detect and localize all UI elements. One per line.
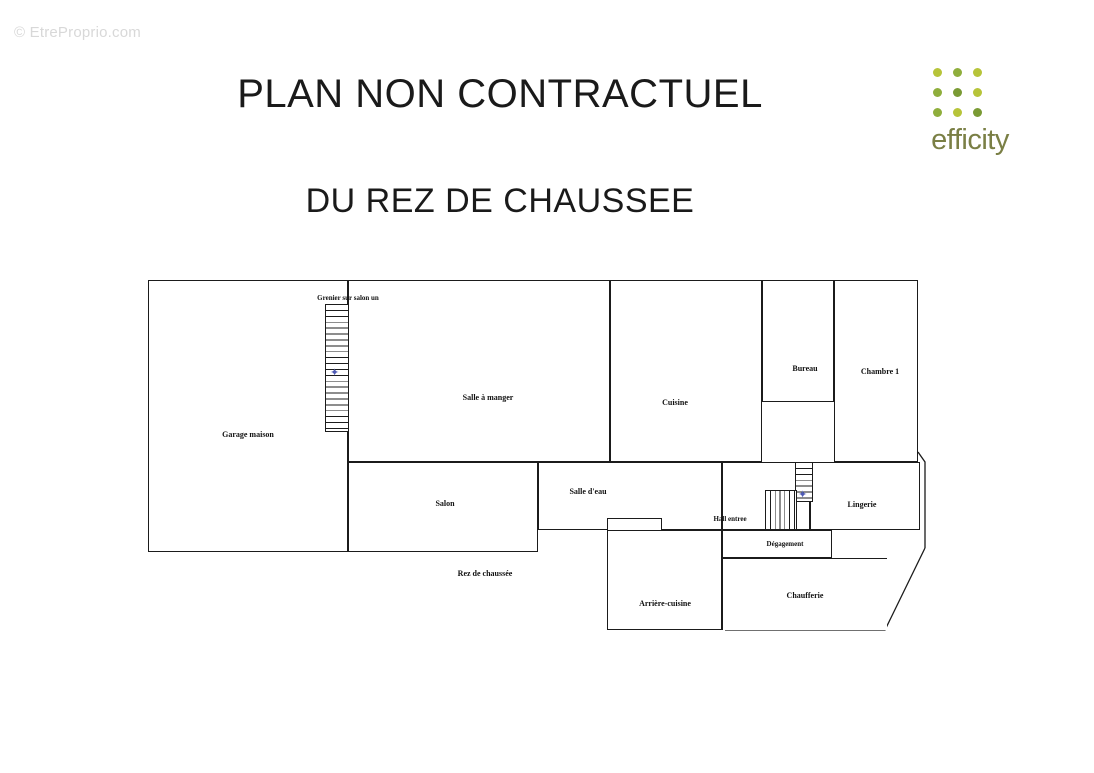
room-label-chambre-1: Chambre 1 — [860, 367, 900, 376]
room-label-garage: Garage maison — [222, 430, 274, 439]
room-cuisine — [610, 280, 762, 462]
watermark: © EtreProprio.com — [14, 24, 141, 41]
room-lingerie — [810, 462, 920, 530]
logo-wordmark: efficity — [931, 124, 1009, 156]
room-label-cuisine: Cuisine — [662, 398, 688, 407]
room-arriere-cuisine — [607, 530, 722, 630]
page-subtitle: DU REZ DE CHAUSSEE — [305, 182, 695, 220]
staircase-landing — [765, 490, 797, 530]
room-label-degagement: Dégagement — [766, 540, 804, 548]
stair-marker-secondary-icon: ✦ — [798, 489, 808, 501]
room-label-lingerie: Lingerie — [847, 500, 877, 509]
room-label-hall-entree: Hall entree — [713, 515, 747, 523]
stair-marker-icon: ✦ — [330, 367, 340, 379]
floorplan-caption: Rez de chaussée — [457, 569, 513, 578]
efficity-logo — [905, 68, 1035, 168]
room-garage — [148, 280, 348, 552]
floorplan — [140, 272, 940, 644]
room-label-arriere-cuisine: Arrière-cuisine — [639, 599, 691, 608]
room-label-salle-a-manger: Salle à manger — [462, 393, 514, 402]
room-label-bureau: Bureau — [792, 364, 818, 373]
logo-dots-icon — [933, 68, 989, 120]
room-bureau — [762, 280, 834, 402]
page-title: PLAN NON CONTRACTUEL — [237, 72, 763, 116]
room-label-salle-d-eau: Salle d'eau — [569, 487, 607, 496]
room-label-salon: Salon — [435, 499, 455, 508]
room-label-chaufferie: Chaufferie — [786, 591, 824, 600]
room-salle-a-manger — [348, 280, 610, 462]
room-label-grenier: Grenier sur salon un — [317, 294, 379, 302]
